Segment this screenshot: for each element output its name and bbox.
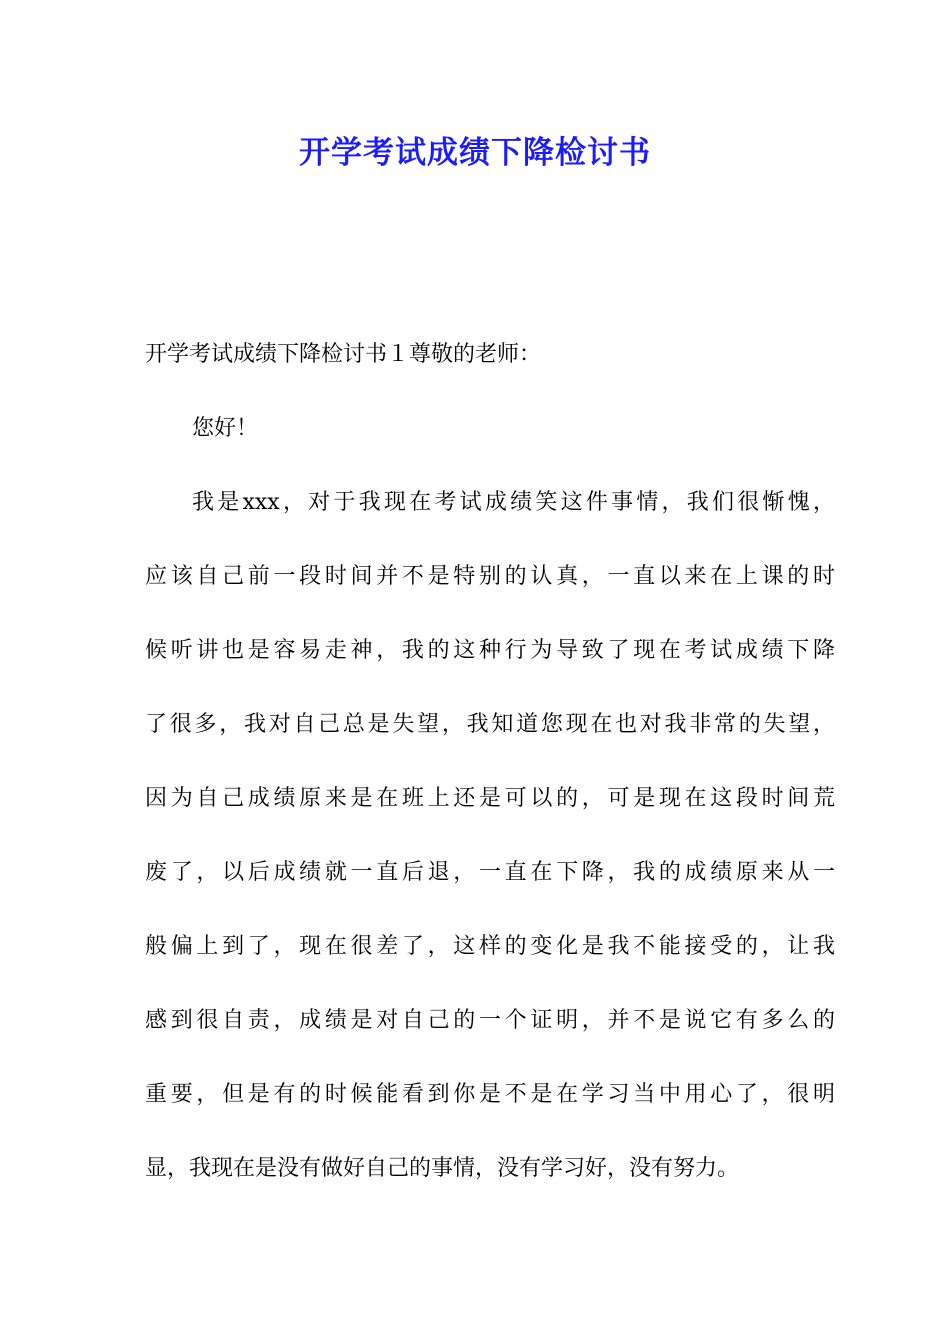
body-line: 重要，但是有的时候能看到你是不是在学习当中用心了，很明 (145, 1082, 835, 1107)
body-line: 感到很自责，成绩是对自己的一个证明，并不是说它有多么的 (145, 1008, 835, 1033)
body-line: 废了，以后成绩就一直后退，一直在下降，我的成绩原来从一 (145, 860, 835, 885)
body-line: 了很多，我对自己总是失望，我知道您现在也对我非常的失望， (145, 712, 835, 737)
body-line-paragraph-start: 我是xxx，对于我现在考试成绩笑这件事情，我们很惭愧， (192, 490, 835, 515)
body-line-greeting: 开学考试成绩下降检讨书１尊敬的老师： (145, 342, 542, 367)
body-line: 候听讲也是容易走神，我的这种行为导致了现在考试成绩下降 (145, 638, 835, 663)
body-line-salutation: 您好！ (192, 416, 259, 441)
body-line: 因为自己成绩原来是在班上还是可以的，可是现在这段时间荒 (145, 786, 835, 811)
body-line: 应该自己前一段时间并不是特别的认真，一直以来在上课的时 (145, 564, 835, 589)
body-line: 般偏上到了，现在很差了，这样的变化是我不能接受的，让我 (145, 934, 835, 959)
document-title: 开学考试成绩下降检讨书 (299, 135, 651, 171)
body-line-paragraph-end: 显，我现在是没有做好自己的事情，没有学习好，没有努力。 (145, 1156, 740, 1181)
document-body (145, 337, 835, 1225)
